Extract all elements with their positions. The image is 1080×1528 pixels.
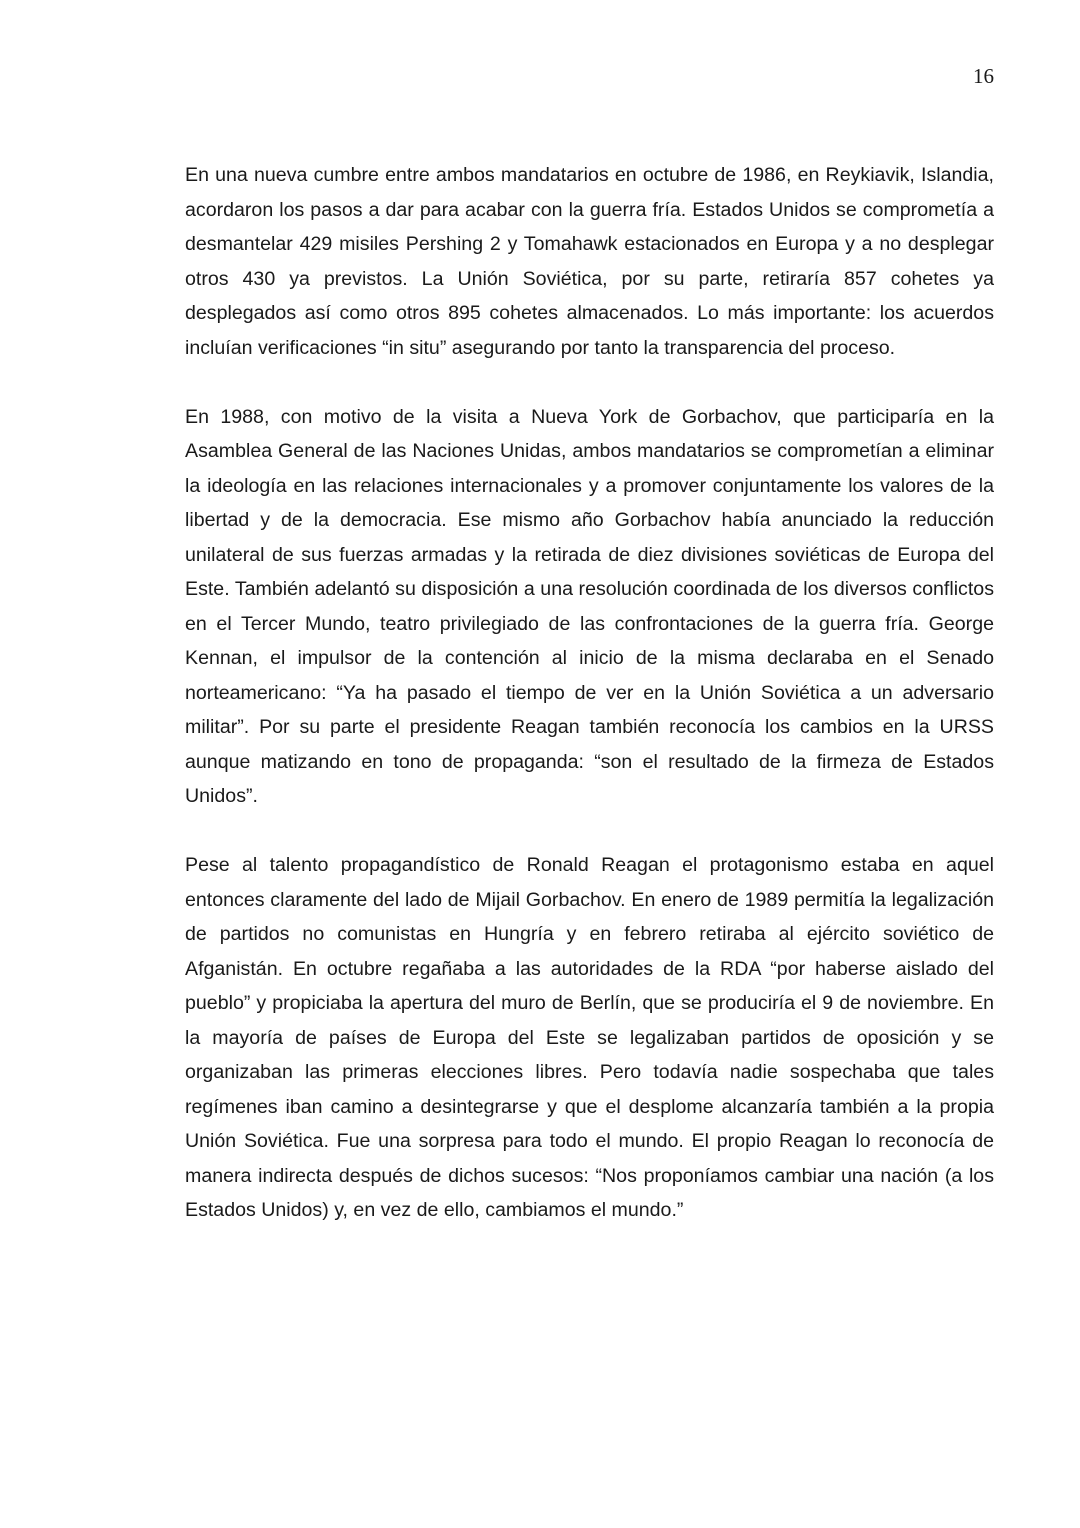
page-number: 16 (973, 64, 994, 88)
body-text (185, 158, 994, 1228)
paragraph-reykiavik-summit: En una nueva cumbre entre ambos mandatarios en octubre de 1986, en Reykiavik, Islandia, acordaron los pasos a dar para acabar con la guerra fría. Estados Unidos se comprometía a desmantelar 429 misiles Pershing 2 y Tomahawk estacionados en Europa y a no desplegar otros 430 ya previstos. La Unión Soviética, por su parte, retiraría 857 cohetes ya desplegados así como otros 895 cohetes almacenados. Lo más importante: los acuerdos incluían verificaciones “in situ” asegurando por tanto la transparencia del proceso. (185, 164, 994, 359)
paragraph-new-york-visit: En 1988, con motivo de la visita a Nueva York de Gorbachov, que participaría en la Asamblea General de las Naciones Unidas, ambos mandatarios se comprometían a eliminar la ideología en las relaciones internacionales y a promover conjuntamente los valores de la libertad y de la democracia. Ese mismo año Gorbachov había anunciado la reducción unilateral de sus fuerzas armadas y la retirada de diez divisiones soviéticas de Europa del Este. También adelantó su disposición a una resolución coordinada de los diversos conflictos en el Tercer Mundo, teatro privilegiado de las confrontaciones de la guerra fría. George Kennan, el impulsor de la contención al inicio de la misma declaraba en el Senado norteamericano: “Ya ha pasado el tiempo de ver en la Unión Soviética a un adversario militar”. Por su parte el presidente Reagan también reconocía los cambios en la URSS aunque matizando en tono de propaganda: “son el resultado de la firmeza de Estados Unidos”. (185, 405, 994, 807)
paragraph-gorbachov-protagonism: Pese al talento propagandístico de Ronald Reagan el protagonismo estaba en aquel entonces claramente del lado de Mijail Gorbachov. En enero de 1989 permitía la legalización de partidos no comunistas en Hungría y en febrero retiraba al ejército soviético de Afganistán. En octubre regañaba a las autoridades de la RDA “por haberse aislado del pueblo” y propiciaba la apertura del muro de Berlín, que se produciría el 9 de noviembre. En la mayoría de países de Europa del Este se legalizaban partidos de oposición y se organizaban las primeras elecciones libres. Pero todavía nadie sospechaba que tales regímenes iban camino a desintegrarse y que el desplome alcanzaría también a la propia Unión Soviética. Fue una sorpresa para todo el mundo. El propio Reagan lo reconocía de manera indirecta después de dichos sucesos: “Nos proponíamos cambiar una nación (a los Estados Unidos) y, en vez de ello, cambiamos el mundo.” (185, 854, 994, 1221)
